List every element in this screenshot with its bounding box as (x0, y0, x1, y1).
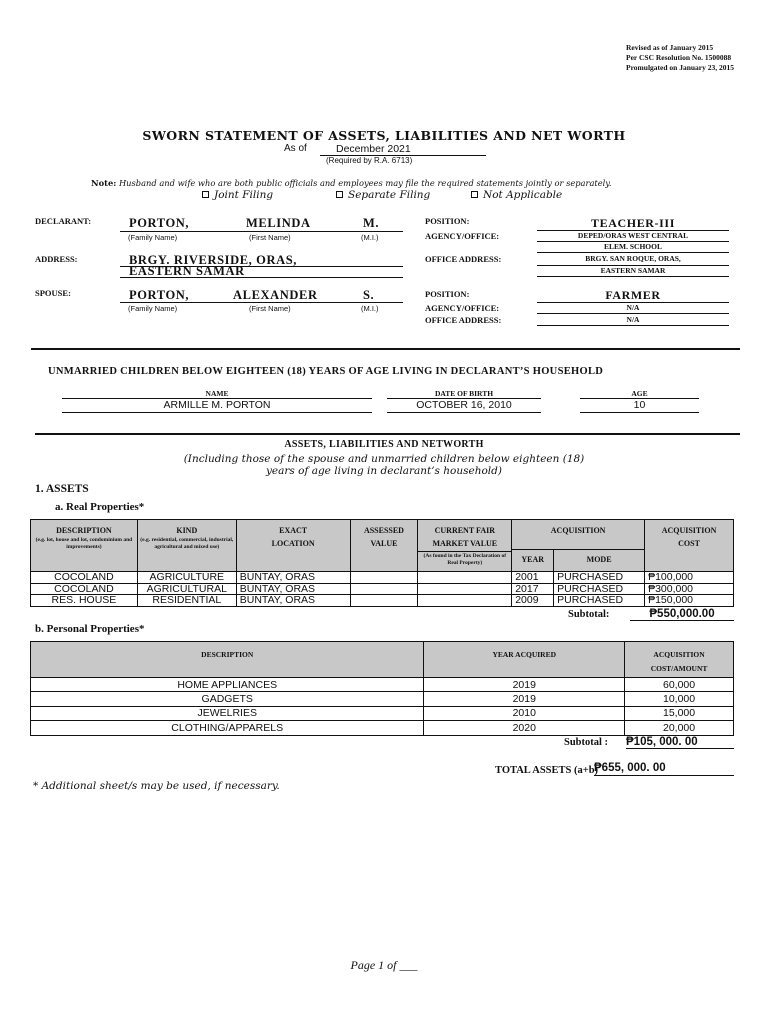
declarant-name-line (120, 231, 403, 232)
table-row (31, 692, 734, 706)
child-age[interactable]: 10 (633, 399, 646, 411)
fmv-note: (As found in the Tax Declaration of Real Property) (418, 551, 511, 567)
spouse-office-address[interactable]: N/A (626, 315, 640, 324)
promulgated-line: Promulgated on January 23, 2015 (626, 63, 734, 72)
col-cost (645, 520, 734, 572)
cost-header-2: COST (678, 539, 700, 548)
joint-filing-label: Joint Filing (214, 189, 274, 201)
col-acquisition (512, 520, 645, 550)
declarant-position[interactable]: TEACHER-III (591, 216, 675, 230)
real-cost[interactable]: ₱100,000 (645, 572, 734, 584)
pp-description[interactable]: CLOTHING/APPARELS (31, 721, 424, 735)
real-mode[interactable]: PURCHASED (554, 583, 645, 595)
as-of-label: As of (284, 143, 307, 154)
real-subtotal-label: Subtotal: (568, 609, 610, 620)
real-description[interactable]: RES. HOUSE (31, 595, 138, 607)
table-row (31, 721, 734, 735)
location-header-2: LOCATION (271, 539, 315, 548)
description-note: (e.g. lot, house and lot, condominium and improvements) (35, 537, 133, 550)
col-pp-year (424, 642, 625, 678)
real-kind[interactable]: RESIDENTIAL (137, 595, 236, 607)
pp-description[interactable]: JEWELRIES (31, 706, 424, 720)
cost-header-1: ACQUISITION (661, 526, 717, 535)
family-name-caption: (Family Name) (128, 233, 178, 242)
pp-year[interactable]: 2019 (424, 692, 625, 706)
real-properties-table (30, 519, 734, 607)
required-by: (Required by R.A. 6713) (326, 156, 413, 165)
col-description (31, 520, 138, 572)
declarant-first-name[interactable]: MELINDA (246, 216, 311, 230)
real-mode[interactable]: PURCHASED (554, 595, 645, 607)
pp-description-header: DESCRIPTION (201, 650, 254, 659)
spouse-family-caption: (Family Name) (128, 304, 178, 313)
pp-description[interactable]: GADGETS (31, 692, 424, 706)
pp-cost[interactable]: 10,000 (625, 692, 734, 706)
real-fmv[interactable] (418, 595, 512, 607)
spouse-agency-label: AGENCY/OFFICE: (425, 303, 500, 313)
note-text: Husband and wife who are both public officials and employees may file the required statements jointly or separately. (118, 178, 612, 188)
office-address-line1[interactable]: BRGY. SAN ROQUE, ORAS, (585, 254, 681, 263)
kind-note: (e.g. residential, commercial, industrial, agricultural and mixed use) (140, 537, 234, 550)
personal-properties-table (30, 641, 734, 736)
total-assets-label: TOTAL ASSETS (a+b) (495, 765, 599, 776)
joint-filing-option[interactable] (202, 189, 273, 201)
children-row-line (387, 412, 541, 413)
separate-filing-option[interactable] (336, 189, 430, 201)
total-assets-value[interactable]: ₱655, 000. 00 (594, 762, 734, 776)
checkbox-icon[interactable] (202, 191, 209, 198)
assessed-header-1: ASSESSED (363, 526, 404, 535)
spouse-name-line (120, 302, 403, 303)
pp-year[interactable]: 2019 (424, 678, 625, 692)
pp-cost[interactable]: 15,000 (625, 706, 734, 720)
real-location[interactable]: BUNTAY, ORAS (236, 572, 350, 584)
declarant-label: DECLARANT: (35, 216, 92, 226)
real-kind[interactable]: AGRICULTURAL (137, 583, 236, 595)
children-heading: UNMARRIED CHILDREN BELOW EIGHTEEN (18) YEARS OF AGE LIVING IN DECLARANT’S HOUSEHOLD (48, 366, 604, 377)
declarant-family-name[interactable]: PORTON, (129, 216, 190, 230)
declarant-address-line1[interactable]: BRGY. RIVERSIDE, ORAS, (129, 253, 297, 267)
spouse-family-name[interactable]: PORTON, (129, 288, 190, 302)
children-col-name: NAME (205, 389, 229, 398)
description-header: DESCRIPTION (56, 526, 112, 535)
col-kind (137, 520, 236, 572)
real-description[interactable]: COCOLAND (31, 572, 138, 584)
real-kind[interactable]: AGRICULTURE (137, 572, 236, 584)
section-divider-2 (35, 433, 740, 435)
real-assessed[interactable] (350, 583, 418, 595)
assets-heading: 1. ASSETS (35, 483, 89, 495)
not-applicable-option[interactable] (471, 189, 562, 201)
revision-info (626, 43, 734, 73)
real-mode[interactable]: PURCHASED (554, 572, 645, 584)
spouse-mi-caption: (M.I.) (361, 304, 379, 313)
spouse-position[interactable]: FARMER (605, 288, 661, 302)
real-cost[interactable]: ₱300,000 (645, 583, 734, 595)
office-address-line2[interactable]: EASTERN SAMAR (600, 266, 666, 275)
real-assessed[interactable] (350, 595, 418, 607)
pp-cost[interactable]: 20,000 (625, 721, 734, 735)
real-location[interactable]: BUNTAY, ORAS (236, 595, 350, 607)
personal-subtotal-value[interactable]: ₱105, 000. 00 (626, 736, 734, 749)
office-address-line-2 (537, 276, 729, 277)
acquisition-header: ACQUISITION (550, 526, 606, 535)
col-location (236, 520, 350, 572)
pp-year[interactable]: 2010 (424, 706, 625, 720)
children-row-line (580, 412, 699, 413)
pp-description[interactable]: HOME APPLIANCES (31, 678, 424, 692)
address-label: ADDRESS: (35, 254, 78, 264)
personal-subtotal-label: Subtotal : (564, 737, 609, 748)
spouse-first-caption: (First Name) (249, 304, 291, 313)
pp-cost[interactable]: 60,000 (625, 678, 734, 692)
personal-properties-heading: b. Personal Properties* (35, 623, 145, 635)
pp-year-header: YEAR ACQUIRED (492, 650, 557, 659)
table-row (31, 706, 734, 720)
agency-label: AGENCY/OFFICE: (425, 231, 500, 241)
resolution-line: Per CSC Resolution No. 1500088 (626, 53, 732, 62)
children-row-line (62, 412, 372, 413)
year-header: YEAR (521, 555, 544, 564)
fmv-header-2: MARKET VALUE (432, 539, 498, 548)
spouse-agency[interactable]: N/A (626, 303, 640, 312)
child-dob[interactable]: OCTOBER 16, 2010 (416, 399, 512, 411)
spouse-agency-line (537, 313, 729, 314)
spouse-first-name[interactable]: ALEXANDER (233, 288, 318, 302)
col-pp-cost (625, 642, 734, 678)
separate-filing-label: Separate Filing (348, 189, 431, 201)
agency-line-2 (537, 252, 729, 253)
declarant-mi[interactable]: M. (363, 216, 380, 230)
kind-header: KIND (176, 526, 198, 535)
spouse-office-address-label: OFFICE ADDRESS: (425, 315, 502, 325)
mi-caption: (M.I.) (361, 233, 379, 242)
col-assessed (350, 520, 418, 572)
children-col-dob: DATE OF BIRTH (434, 389, 494, 398)
children-col-age: AGE (631, 389, 648, 398)
real-subtotal-value[interactable]: ₱550,000.00 (630, 608, 734, 621)
additional-sheet-note: * Additional sheet/s may be used, if necessary. (33, 780, 280, 792)
real-year[interactable]: 2009 (512, 595, 554, 607)
declarant-address-line2[interactable]: EASTERN SAMAR (129, 264, 245, 278)
checkbox-icon[interactable] (471, 191, 478, 198)
declarant-agency-line2[interactable]: ELEM. SCHOOL (604, 242, 662, 251)
real-fmv[interactable] (418, 583, 512, 595)
position-label: POSITION: (425, 216, 470, 226)
alnw-subheading-1: (Including those of the spouse and unmarried children below eighteen (18) (183, 453, 585, 465)
mode-header: MODE (586, 555, 612, 564)
section-divider (31, 348, 740, 350)
office-address-label: OFFICE ADDRESS: (425, 254, 502, 264)
real-fmv[interactable] (418, 572, 512, 584)
child-name[interactable]: ARMILLE M. PORTON (163, 399, 271, 411)
alnw-heading: ASSETS, LIABILITIES AND NETWORTH (284, 439, 484, 450)
real-location[interactable]: BUNTAY, ORAS (236, 583, 350, 595)
spouse-label: SPOUSE: (35, 288, 71, 298)
spouse-office-address-line (537, 325, 729, 326)
table-row (31, 678, 734, 692)
real-cost[interactable]: ₱150,000 (645, 595, 734, 607)
as-of-value[interactable]: December 2021 (320, 143, 486, 156)
spouse-position-label: POSITION: (425, 289, 470, 299)
col-year (512, 550, 554, 572)
table-row (31, 595, 734, 607)
first-name-caption: (First Name) (249, 233, 291, 242)
note-label: Note: (91, 178, 117, 188)
table-row (31, 572, 734, 584)
filing-note (91, 178, 612, 188)
pp-cost-header-2: COST/AMOUNT (650, 664, 708, 673)
location-header-1: EXACT (279, 526, 308, 535)
table-row (31, 583, 734, 595)
fmv-header-1: CURRENT FAIR (434, 526, 495, 535)
pp-cost-header-1: ACQUISITION (653, 650, 705, 659)
col-pp-description (31, 642, 424, 678)
page-footer: Page 1 of ___ (350, 958, 418, 972)
real-year[interactable]: 2001 (512, 572, 554, 584)
address-line-2 (120, 277, 403, 278)
page-title: SWORN STATEMENT OF ASSETS, LIABILITIES AND NET WORTH (142, 128, 626, 143)
col-fmv (418, 520, 512, 572)
real-assessed[interactable] (350, 572, 418, 584)
revision-line: Revised as of January 2015 (626, 43, 714, 52)
assessed-header-2: VALUE (370, 539, 398, 548)
pp-year[interactable]: 2020 (424, 721, 625, 735)
col-mode (554, 550, 645, 572)
real-properties-heading: a. Real Properties* (55, 501, 145, 513)
not-applicable-label: Not Applicable (483, 189, 563, 201)
real-year[interactable]: 2017 (512, 583, 554, 595)
alnw-subheading-2: years of age living in declarant’s household) (266, 465, 502, 477)
declarant-agency-line1[interactable]: DEPED/ORAS WEST CENTRAL (577, 231, 689, 240)
spouse-mi[interactable]: S. (363, 288, 375, 302)
checkbox-icon[interactable] (336, 191, 343, 198)
real-description[interactable]: COCOLAND (31, 583, 138, 595)
